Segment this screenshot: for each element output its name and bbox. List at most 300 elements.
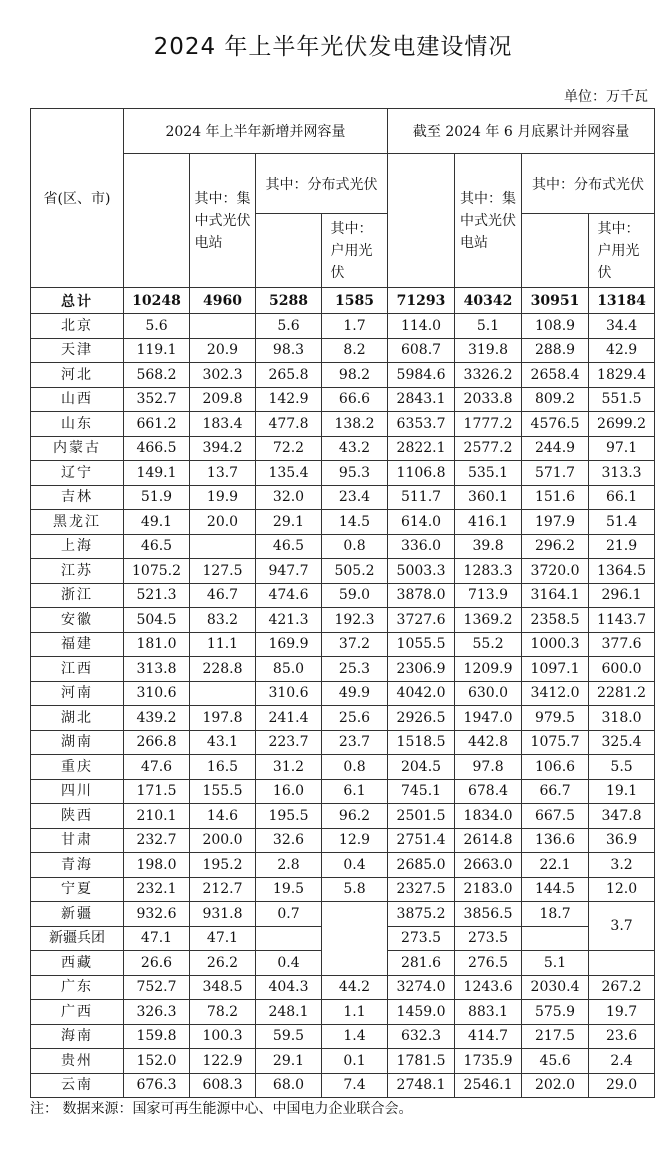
table-cell: 2.4: [589, 1049, 655, 1074]
table-cell: 1097.1: [522, 657, 589, 682]
table-cell: 477.8: [256, 412, 322, 437]
table-cell: 46.7: [190, 583, 256, 608]
table-cell: 119.1: [124, 338, 190, 363]
table-cell: 20.9: [190, 338, 256, 363]
table-cell: 667.5: [522, 804, 589, 829]
table-cell: 5.8: [322, 877, 388, 902]
table-cell: 29.1: [256, 510, 322, 535]
table-cell: 2033.8: [455, 387, 522, 412]
table-row: [31, 314, 655, 339]
table-cell: 0.7: [256, 902, 322, 927]
table-cell: 3727.6: [388, 608, 455, 633]
table-row: [31, 730, 655, 755]
table-cell: 310.6: [124, 681, 190, 706]
table-row: [31, 828, 655, 853]
table-cell: 97.1: [589, 436, 655, 461]
table-cell: 439.2: [124, 706, 190, 731]
table-cell: 16.0: [256, 779, 322, 804]
table-row: [31, 681, 655, 706]
table-cell: 1.4: [322, 1024, 388, 1049]
table-cell: 1283.3: [455, 559, 522, 584]
table-row-total: [31, 288, 655, 314]
table-cell: 2685.0: [388, 853, 455, 878]
table-cell: [522, 926, 589, 951]
table-cell: 59.5: [256, 1024, 322, 1049]
table-cell: 608.3: [190, 1073, 256, 1098]
table-cell: 1143.7: [589, 608, 655, 633]
table-cell: 127.5: [190, 559, 256, 584]
table-cell: 1.1: [322, 1000, 388, 1025]
table-cell: [256, 926, 322, 951]
table-cell: 319.8: [455, 338, 522, 363]
table-cell: 347.8: [589, 804, 655, 829]
table-row: [31, 412, 655, 437]
table-row: [31, 877, 655, 902]
table-cell: 504.5: [124, 608, 190, 633]
table-cell: 979.5: [522, 706, 589, 731]
province-name: 山东: [31, 412, 124, 437]
table-cell: 414.7: [455, 1024, 522, 1049]
table-cell: 713.9: [455, 583, 522, 608]
table-cell: 2306.9: [388, 657, 455, 682]
table-cell: 108.9: [522, 314, 589, 339]
table-cell: 209.8: [190, 387, 256, 412]
table-cell: 4042.0: [388, 681, 455, 706]
table-cell: 2577.2: [455, 436, 522, 461]
table-cell: 72.2: [256, 436, 322, 461]
table-cell: 2327.5: [388, 877, 455, 902]
table-cell: 608.7: [388, 338, 455, 363]
table-cell: 313.8: [124, 657, 190, 682]
table-cell: 144.5: [522, 877, 589, 902]
table-cell: 98.2: [322, 363, 388, 388]
table-cell: 377.6: [589, 632, 655, 657]
province-name: 安徽: [31, 608, 124, 633]
table-row: [31, 1073, 655, 1098]
table-cell: 83.2: [190, 608, 256, 633]
table-cell: 46.5: [124, 534, 190, 559]
table-cell: 23.6: [589, 1024, 655, 1049]
table-cell: 42.9: [589, 338, 655, 363]
table-cell: 575.9: [522, 1000, 589, 1025]
table-cell: 198.0: [124, 853, 190, 878]
table-cell: 1735.9: [455, 1049, 522, 1074]
header-cum-household: 其中：户用光伏: [589, 214, 655, 288]
table-cell: 96.2: [322, 804, 388, 829]
table-cell: 78.2: [190, 1000, 256, 1025]
table-cell: 2614.8: [455, 828, 522, 853]
table-cell: 2546.1: [455, 1073, 522, 1098]
table-cell: 155.5: [190, 779, 256, 804]
table-cell: 29.1: [256, 1049, 322, 1074]
table-row: [31, 534, 655, 559]
table-cell: 3412.0: [522, 681, 589, 706]
table-cell: 171.5: [124, 779, 190, 804]
table-cell: 883.1: [455, 1000, 522, 1025]
table-cell: 202.0: [522, 1073, 589, 1098]
table-cell: 85.0: [256, 657, 322, 682]
table-cell: 296.1: [589, 583, 655, 608]
table-cell: 1075.2: [124, 559, 190, 584]
table-cell: 3274.0: [388, 975, 455, 1000]
table-cell: 232.1: [124, 877, 190, 902]
table-cell: 5.1: [455, 314, 522, 339]
table-cell: 266.8: [124, 730, 190, 755]
table-cell: 14.6: [190, 804, 256, 829]
table-cell: 2358.5: [522, 608, 589, 633]
table-cell: 1364.5: [589, 559, 655, 584]
table-cell: 47.1: [124, 926, 190, 951]
table-cell: [190, 314, 256, 339]
header-new-distributed: 其中：分布式光伏: [256, 154, 388, 214]
table-cell: 223.7: [256, 730, 322, 755]
table-cell: 49.9: [322, 681, 388, 706]
table-cell: 19.7: [589, 1000, 655, 1025]
table-row: [31, 804, 655, 829]
table-row: [31, 583, 655, 608]
table-cell: 26.2: [190, 951, 256, 976]
table-cell: 0.8: [322, 755, 388, 780]
table-cell: 244.9: [522, 436, 589, 461]
header-new-total: [124, 154, 190, 288]
table-cell: 8.2: [322, 338, 388, 363]
table-cell: 6.1: [322, 779, 388, 804]
table-cell: 630.0: [455, 681, 522, 706]
table-cell: 13.7: [190, 461, 256, 486]
table-row: [31, 338, 655, 363]
table-cell: 32.6: [256, 828, 322, 853]
table-cell: 0.1: [322, 1049, 388, 1074]
table-row: [31, 1024, 655, 1049]
province-name: 湖北: [31, 706, 124, 731]
table-cell: 51.4: [589, 510, 655, 535]
table-cell: 195.5: [256, 804, 322, 829]
table-cell: 5.6: [256, 314, 322, 339]
table-cell: 3720.0: [522, 559, 589, 584]
province-name: 辽宁: [31, 461, 124, 486]
table-cell: 809.2: [522, 387, 589, 412]
table-cell: 49.1: [124, 510, 190, 535]
table-cell: 51.9: [124, 485, 190, 510]
table-cell: 21.9: [589, 534, 655, 559]
table-cell: 10248: [124, 288, 190, 314]
table-cell: 149.1: [124, 461, 190, 486]
table-cell: 30951: [522, 288, 589, 314]
table-cell: 1209.9: [455, 657, 522, 682]
table-cell: 1585: [322, 288, 388, 314]
table-cell: 352.7: [124, 387, 190, 412]
province-name: 陕西: [31, 804, 124, 829]
table-cell: 932.6: [124, 902, 190, 927]
header-cum-total: [388, 154, 455, 288]
table-cell: 661.2: [124, 412, 190, 437]
table-cell: 14.5: [322, 510, 388, 535]
table-cell: 232.7: [124, 828, 190, 853]
table-cell: 29.0: [589, 1073, 655, 1098]
table-cell: 5003.3: [388, 559, 455, 584]
table-cell: 36.9: [589, 828, 655, 853]
table-cell: 195.2: [190, 853, 256, 878]
table-cell: 1459.0: [388, 1000, 455, 1025]
table-cell: 3326.2: [455, 363, 522, 388]
table-cell: 25.6: [322, 706, 388, 731]
table-cell: 66.6: [322, 387, 388, 412]
table-cell: 197.8: [190, 706, 256, 731]
table-cell: [190, 681, 256, 706]
table-cell: 276.5: [455, 951, 522, 976]
table-cell: 197.9: [522, 510, 589, 535]
province-name: 福建: [31, 632, 124, 657]
table-cell: 1777.2: [455, 412, 522, 437]
table-cell: 1781.5: [388, 1049, 455, 1074]
province-name: 河南: [31, 681, 124, 706]
table-cell: 1829.4: [589, 363, 655, 388]
table-cell: 535.1: [455, 461, 522, 486]
table-cell: 3875.2: [388, 902, 455, 927]
table-cell: [190, 534, 256, 559]
province-name: 重庆: [31, 755, 124, 780]
table-cell: 136.6: [522, 828, 589, 853]
table-row: [31, 657, 655, 682]
province-name: 新疆: [31, 902, 124, 927]
header-new-distributed-sub: [256, 214, 322, 288]
table-cell: 2.8: [256, 853, 322, 878]
table-cell: 511.7: [388, 485, 455, 510]
table-cell: 43.2: [322, 436, 388, 461]
province-name: 四川: [31, 779, 124, 804]
table-cell: 310.6: [256, 681, 322, 706]
header-province: 省(区、市): [31, 109, 124, 288]
header-cum-centralized: 其中：集中式光伏电站: [455, 154, 522, 288]
header-new-centralized: 其中：集中式光伏电站: [190, 154, 256, 288]
table-row: [31, 387, 655, 412]
table-cell: 466.5: [124, 436, 190, 461]
source-note: 注： 数据来源：国家可再生能源中心、中国电力企业联合会。: [30, 1101, 413, 1117]
table-row: [31, 902, 655, 927]
table-cell: 97.8: [455, 755, 522, 780]
province-name: 内蒙古: [31, 436, 124, 461]
table-cell: 4960: [190, 288, 256, 314]
table-cell: 12.9: [322, 828, 388, 853]
table-cell: 19.5: [256, 877, 322, 902]
table-cell: 26.6: [124, 951, 190, 976]
table-cell: 632.3: [388, 1024, 455, 1049]
table-cell: 16.5: [190, 755, 256, 780]
table-cell: 43.1: [190, 730, 256, 755]
table-cell: 47.1: [190, 926, 256, 951]
header-cum-distributed-sub: [522, 214, 589, 288]
table-cell: 23.7: [322, 730, 388, 755]
table-cell: 34.4: [589, 314, 655, 339]
table-cell: 336.0: [388, 534, 455, 559]
table-cell-merged: [322, 902, 388, 976]
province-name: 浙江: [31, 583, 124, 608]
table-cell: 5.6: [124, 314, 190, 339]
table-cell: 95.3: [322, 461, 388, 486]
table-cell: 1243.6: [455, 975, 522, 1000]
table-cell: 0.4: [256, 951, 322, 976]
table-cell: 676.3: [124, 1073, 190, 1098]
table-cell: 20.0: [190, 510, 256, 535]
table-cell: 752.7: [124, 975, 190, 1000]
table-cell: 142.9: [256, 387, 322, 412]
table-cell: 212.7: [190, 877, 256, 902]
table-cell: 416.1: [455, 510, 522, 535]
pv-capacity-table: [30, 108, 655, 1098]
table-cell: 265.8: [256, 363, 322, 388]
province-name: 山西: [31, 387, 124, 412]
table-cell: 5984.6: [388, 363, 455, 388]
table-cell: 325.4: [589, 730, 655, 755]
table-cell: 288.9: [522, 338, 589, 363]
table-cell: 248.1: [256, 1000, 322, 1025]
table-cell: 98.3: [256, 338, 322, 363]
table-cell: 241.4: [256, 706, 322, 731]
province-name: 青海: [31, 853, 124, 878]
table-cell: 151.6: [522, 485, 589, 510]
table-row: [31, 975, 655, 1000]
table-cell: 5.5: [589, 755, 655, 780]
table-cell: 47.6: [124, 755, 190, 780]
table-cell: 442.8: [455, 730, 522, 755]
table-cell: 19.9: [190, 485, 256, 510]
table-cell: 2030.4: [522, 975, 589, 1000]
table-cell: 2281.2: [589, 681, 655, 706]
table-cell: 6353.7: [388, 412, 455, 437]
table-cell: 3856.5: [455, 902, 522, 927]
province-name: 上海: [31, 534, 124, 559]
table-row: [31, 363, 655, 388]
table-cell: 71293: [388, 288, 455, 314]
table-cell: 39.8: [455, 534, 522, 559]
table-cell: 1947.0: [455, 706, 522, 731]
table-cell: 23.4: [322, 485, 388, 510]
table-cell: 46.5: [256, 534, 322, 559]
table-row: [31, 1049, 655, 1074]
table-cell: 745.1: [388, 779, 455, 804]
table-cell: 281.6: [388, 951, 455, 976]
table-cell: 1000.3: [522, 632, 589, 657]
table-cell: 394.2: [190, 436, 256, 461]
table-cell: 600.0: [589, 657, 655, 682]
table-cell: 4576.5: [522, 412, 589, 437]
table-row: [31, 779, 655, 804]
table-cell: 12.0: [589, 877, 655, 902]
table-cell: 313.3: [589, 461, 655, 486]
table-cell: 2658.4: [522, 363, 589, 388]
header-cumulative-capacity: 截至 2024 年 6 月底累计并网容量: [388, 109, 655, 154]
table-cell: 273.5: [388, 926, 455, 951]
table-cell: 159.8: [124, 1024, 190, 1049]
table-cell: 571.7: [522, 461, 589, 486]
table-row: [31, 853, 655, 878]
province-name: 天津: [31, 338, 124, 363]
province-name: 总计: [31, 288, 124, 314]
table-cell: 568.2: [124, 363, 190, 388]
table-row: [31, 755, 655, 780]
table-row: [31, 706, 655, 731]
table-cell: 1518.5: [388, 730, 455, 755]
table-cell: 2501.5: [388, 804, 455, 829]
table-row: [31, 1000, 655, 1025]
header-new-household: 其中：户用光伏: [322, 214, 388, 288]
province-name: 吉林: [31, 485, 124, 510]
table-row: [31, 510, 655, 535]
table-cell: 947.7: [256, 559, 322, 584]
table-cell: 3164.1: [522, 583, 589, 608]
table-cell: 267.2: [589, 975, 655, 1000]
table-cell: 931.8: [190, 902, 256, 927]
table-cell: 19.1: [589, 779, 655, 804]
table-cell: 0.4: [322, 853, 388, 878]
table-cell: 44.2: [322, 975, 388, 1000]
province-name: 海南: [31, 1024, 124, 1049]
table-row: [31, 461, 655, 486]
table-cell: 326.3: [124, 1000, 190, 1025]
table-cell: 551.5: [589, 387, 655, 412]
table-cell: 22.1: [522, 853, 589, 878]
table-row: [31, 559, 655, 584]
table-row: [31, 632, 655, 657]
table-cell: 59.0: [322, 583, 388, 608]
province-name: 江苏: [31, 559, 124, 584]
table-cell: 404.3: [256, 975, 322, 1000]
table-cell: 66.1: [589, 485, 655, 510]
table-cell: 217.5: [522, 1024, 589, 1049]
province-name: 广东: [31, 975, 124, 1000]
table-cell: 505.2: [322, 559, 388, 584]
table-cell: 13184: [589, 288, 655, 314]
province-name: 湖南: [31, 730, 124, 755]
province-name: 河北: [31, 363, 124, 388]
table-cell: 2183.0: [455, 877, 522, 902]
table-cell: 152.0: [124, 1049, 190, 1074]
table-cell: 3.2: [589, 853, 655, 878]
table-cell: 200.0: [190, 828, 256, 853]
table-cell: 55.2: [455, 632, 522, 657]
table-cell: 114.0: [388, 314, 455, 339]
table-row: [31, 485, 655, 510]
table-cell-merged: 3.7: [589, 902, 655, 951]
table-row: [31, 608, 655, 633]
table-cell: 1106.8: [388, 461, 455, 486]
table-cell: 18.7: [522, 902, 589, 927]
table-cell: 2926.5: [388, 706, 455, 731]
page-title: 2024 年上半年光伏发电建设情况: [153, 34, 513, 60]
province-name: 云南: [31, 1073, 124, 1098]
table-cell: 11.1: [190, 632, 256, 657]
table-row: [31, 436, 655, 461]
table-cell: 210.1: [124, 804, 190, 829]
table-cell: 183.4: [190, 412, 256, 437]
province-name: 贵州: [31, 1049, 124, 1074]
table-cell: 204.5: [388, 755, 455, 780]
table-cell: 37.2: [322, 632, 388, 657]
table-cell: 228.8: [190, 657, 256, 682]
table-cell: 521.3: [124, 583, 190, 608]
table-cell: 138.2: [322, 412, 388, 437]
table-cell: 45.6: [522, 1049, 589, 1074]
table-cell: 421.3: [256, 608, 322, 633]
table-cell: 1055.5: [388, 632, 455, 657]
table-cell: 2843.1: [388, 387, 455, 412]
table-cell: 3878.0: [388, 583, 455, 608]
province-name: 广西: [31, 1000, 124, 1025]
table-cell: 2822.1: [388, 436, 455, 461]
table-cell: 169.9: [256, 632, 322, 657]
table-cell: 348.5: [190, 975, 256, 1000]
table-cell: 1.7: [322, 314, 388, 339]
